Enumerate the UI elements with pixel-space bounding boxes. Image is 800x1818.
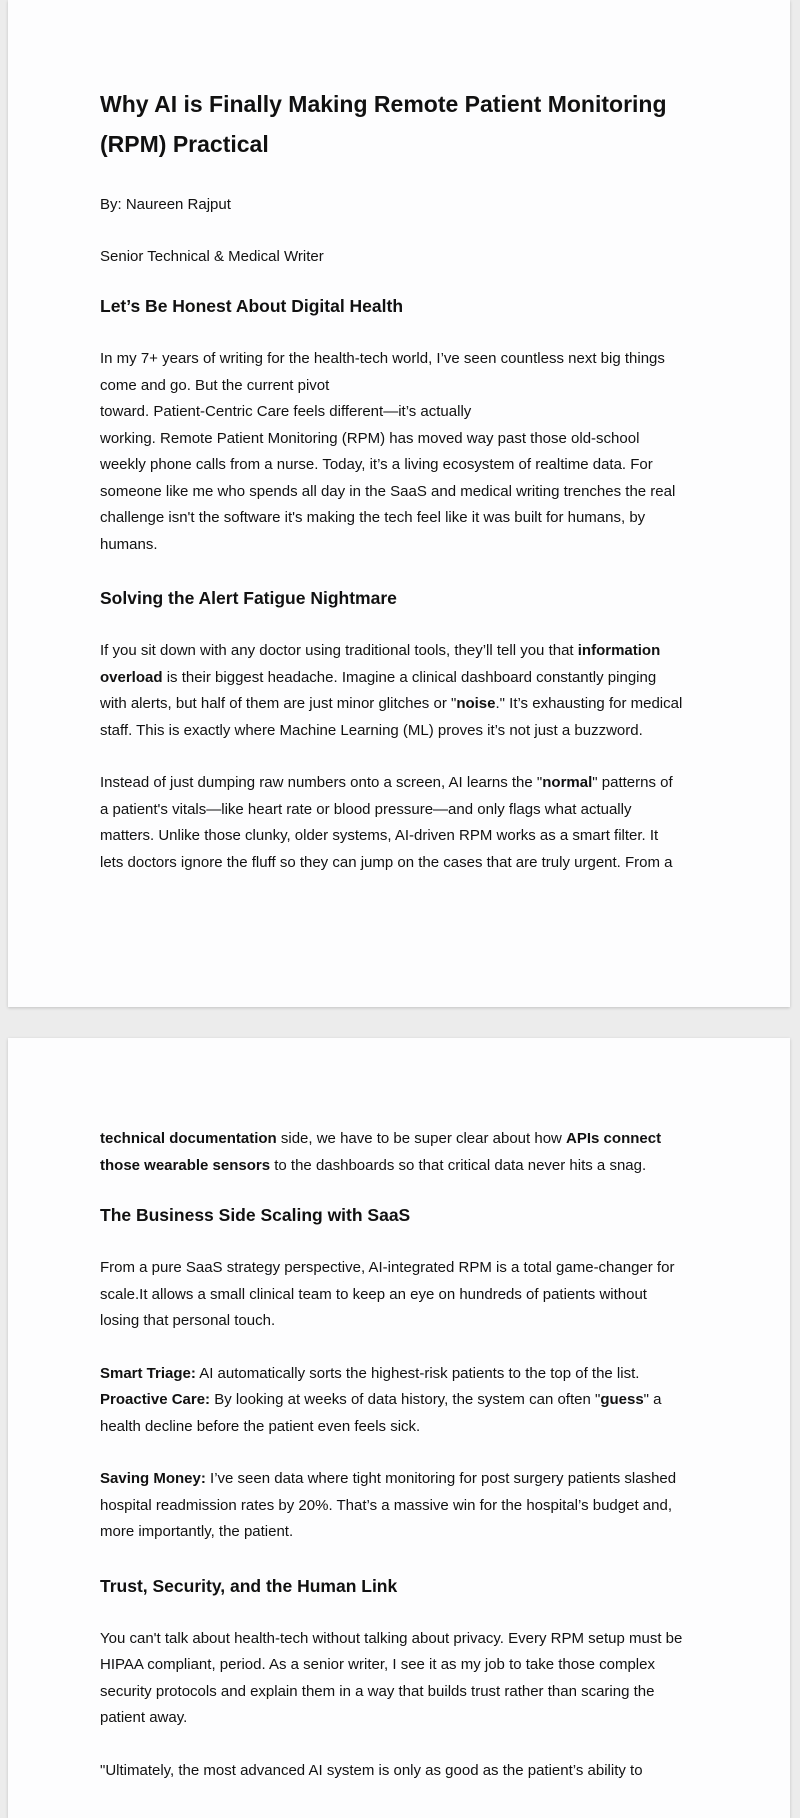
text-line: In my 7+ years of writing for the health-tech world, I’ve seen countless next big things [100,350,665,367]
text-run: AI automatically sorts the highest-risk patients to the top of the list. [195,1364,640,1382]
text-line: patient away. [100,1709,188,1726]
text-line [100,1466,710,1493]
title-line: Why AI is Finally Making Remote Patient Monitoring [100,91,667,117]
text-line: working. Remote Patient Monitoring (RPM) has moved way past those old-school [100,429,640,447]
author-role: Senior Technical & Medical Writer [100,248,324,265]
paragraph [100,770,710,876]
text-line: humans. [100,535,158,553]
section-heading: Let’s Be Honest About Digital Health [100,296,404,316]
text-line: scale.It allows a small clinical team to keep an eye on hundreds of patients without [100,1285,647,1303]
text-line: lets doctors ignore the fluff so they can jump on the cases that are truly urgent. From a [100,853,673,871]
text-line [100,691,710,718]
author-byline: By: Naureen Rajput [100,196,231,213]
section-heading: Trust, Security, and the Human Link [100,1575,398,1596]
bold-text: normal [542,774,593,791]
text-run: to the dashboards so that critical data never hits a snag. [270,1156,647,1174]
paragraph [100,1361,710,1441]
text-line: come and go. But the current pivot [100,376,330,394]
text-run: I’ve seen data where tight monitoring for post surgery patients slashed [205,1470,677,1487]
title-line: (RPM) Practical [100,131,269,157]
bold-text: guess [600,1391,644,1408]
paragraph [100,1626,710,1732]
text-line: "Ultimately, the most advanced AI system is only as good as the patient’s ability to [100,1761,643,1779]
text-run: If you sit down with any doctor using traditional tools, they’ll tell you that [100,642,578,659]
paragraph [100,346,710,558]
text-run: ." It’s exhausting for medical [495,695,683,712]
text-line: weekly phone calls from a nurse. Today, it’s a living ecosystem of realtime data. For [100,456,653,473]
text-line [100,665,710,692]
bold-text: information [577,642,661,659]
document-page-2 [8,1038,790,1818]
bold-text: noise [456,695,496,712]
text-line: You can't talk about health-tech without talking about privacy. Every RPM setup must be [100,1629,683,1647]
text-line: From a pure SaaS strategy perspective, AI-integrated RPM is a total game-changer for [100,1259,675,1276]
text-line [100,638,710,665]
page-2-content [100,1126,710,1784]
quote-paragraph [100,1758,710,1785]
text-line [100,770,710,797]
bold-text: APIs connect [566,1130,662,1147]
paragraph [100,638,710,744]
bold-text: technical documentation [100,1130,277,1147]
text-run: side, we have to be super clear about how [276,1130,567,1147]
text-line [100,1361,710,1388]
bold-text: those wearable sensors [100,1156,271,1174]
section-heading: The Business Side Scaling with SaaS [100,1205,411,1225]
text-run: is their biggest headache. Imagine a clinical dashboard constantly pinging [162,668,657,686]
bold-text: Proactive Care: [100,1391,211,1408]
paragraph [100,1255,710,1335]
bold-text: Smart Triage: [100,1364,196,1382]
text-line [100,1153,710,1180]
paragraph [100,1466,710,1546]
text-line: hospital readmission rates by 20%. That’s a massive win for the hospital’s budget and, [100,1496,672,1514]
text-line: toward. Patient-Centric Care feels different—it’s actually [100,403,472,420]
text-run: Instead of just dumping raw numbers onto a screen, AI learns the " [100,774,543,791]
page-1-content [100,84,710,876]
text-line: a patient's vitals—like heart rate or blood pressure—and only flags what actually [100,800,632,818]
text-run: with alerts, but half of them are just minor glitches or " [100,695,457,712]
text-line: health decline before the patient even feels sick. [100,1417,421,1435]
section-heading: Solving the Alert Fatigue Nightmare [100,588,397,608]
text-line [100,1126,710,1153]
text-run: " patterns of [592,774,673,791]
text-line: someone like me who spends all day in the SaaS and medical writing trenches the real [100,482,676,500]
document-page-1 [8,0,790,1007]
article-title [100,84,710,164]
text-run: " a [643,1391,662,1408]
text-line: staff. This is exactly where Machine Learning (ML) proves it’s not just a buzzword. [100,721,643,739]
text-line: losing that personal touch. [100,1312,276,1329]
text-line [100,1387,710,1414]
bold-text: overload [100,668,163,686]
text-line: challenge isn't the software it's making the tech feel like it was built for humans, by [100,509,646,526]
paragraph-continuation [100,1126,710,1179]
bold-text: Saving Money: [100,1470,206,1487]
text-line: HIPAA compliant, period. As a senior writer, I see it as my job to take those complex [100,1656,655,1673]
text-line: more importantly, the patient. [100,1523,294,1540]
text-line: security protocols and explain them in a way that builds trust rather than scaring the [100,1682,655,1700]
text-line: matters. Unlike those clunky, older systems, AI-driven RPM works as a smart filter. It [100,827,659,844]
text-run: By looking at weeks of data history, the system can often " [210,1391,601,1408]
